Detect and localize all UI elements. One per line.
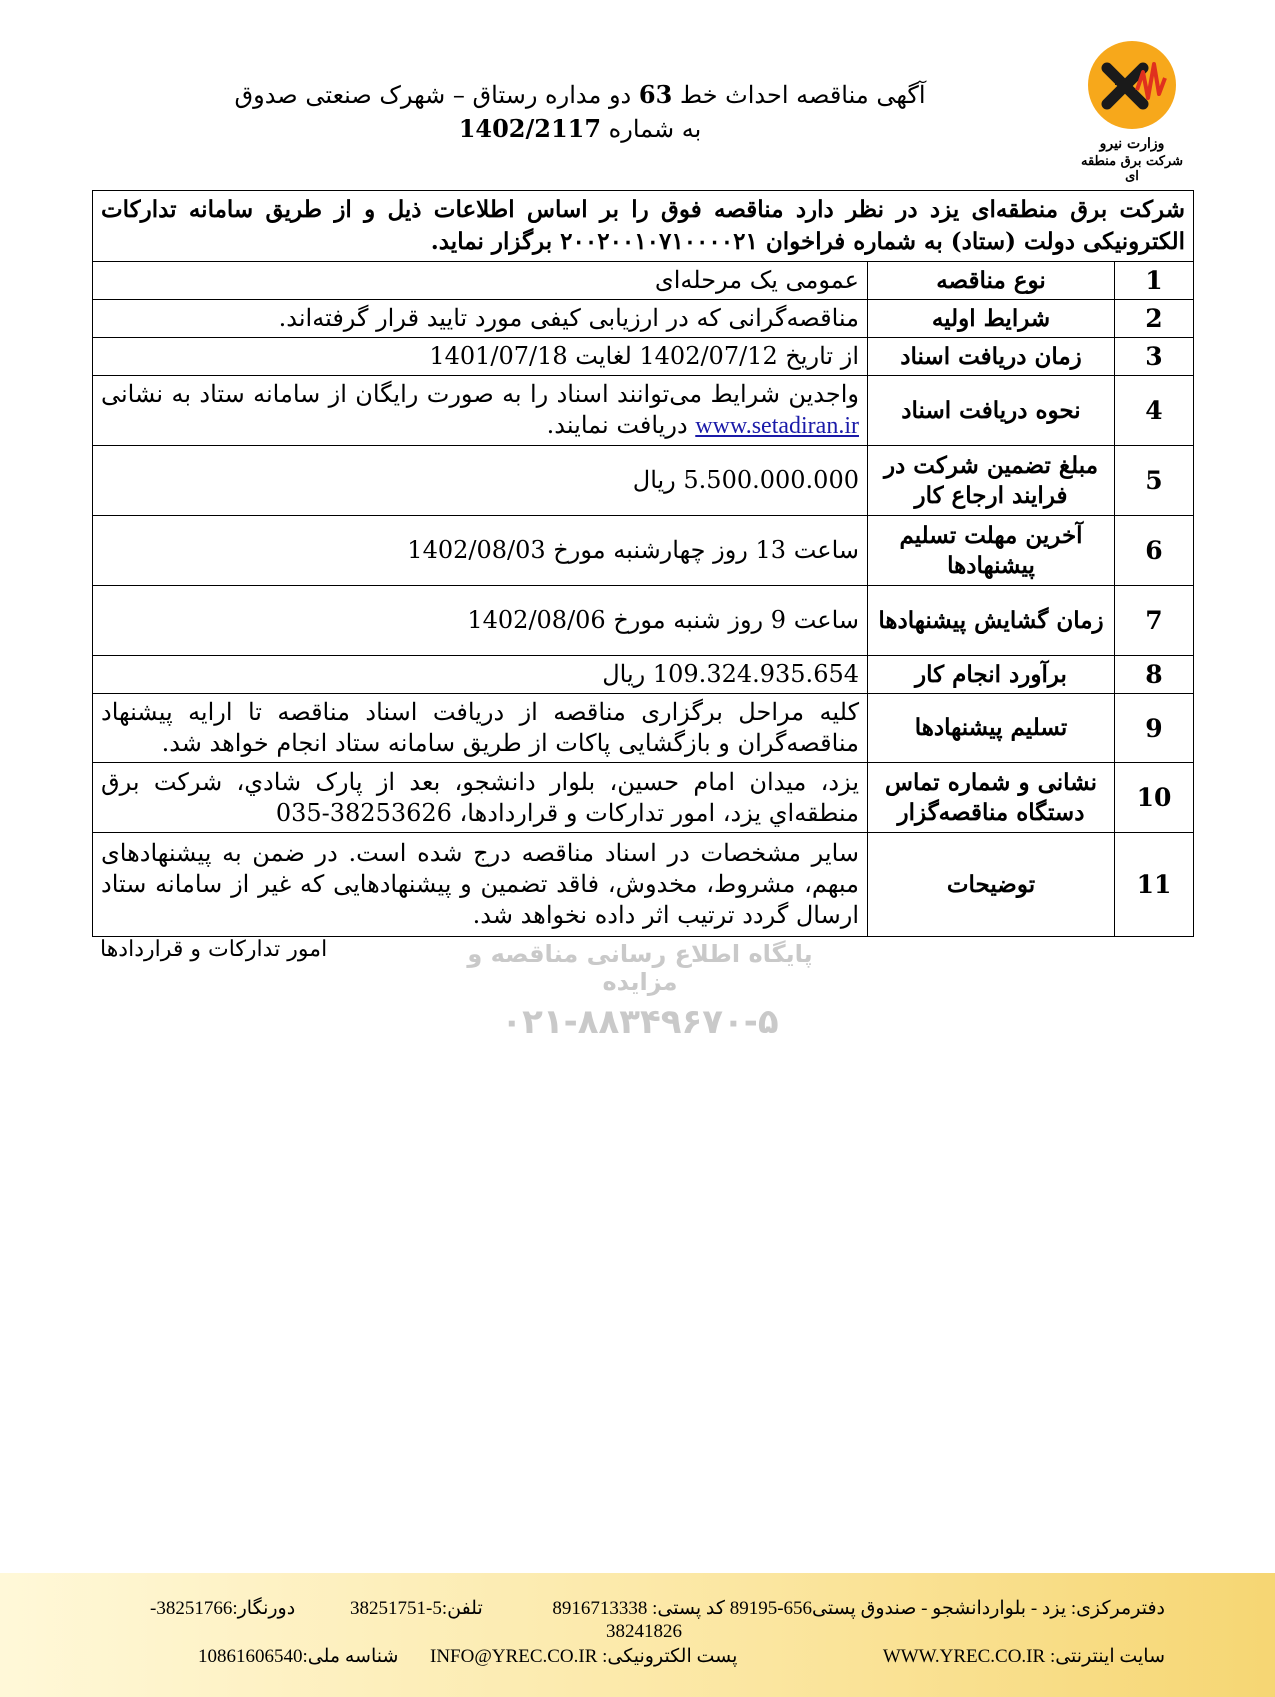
row-label: زمان گشایش پیشنهادها xyxy=(868,586,1115,656)
row-value-text: واجدین شرایط می‌توانند اسناد را به صورت رایگان از سامانه ستاد به نشانی xyxy=(101,380,859,408)
row-value: مناقصه‌گرانی که در ارزیابی کیفی مورد تایید قرار گرفته‌اند. xyxy=(93,300,868,338)
watermark-text: پایگاه اطلاع رسانی مناقصه و مزایده xyxy=(467,940,813,996)
logo-ministry-text: وزارت نیرو xyxy=(1099,136,1165,152)
row-value: ساعت 13 روز چهارشنبه مورخ 1402/08/03 xyxy=(93,516,868,586)
logo-company-text: شرکت برق منطقه ای xyxy=(1080,154,1184,184)
row-number: 1 xyxy=(1115,262,1194,300)
footer-address: دفترمرکزی: یزد - بلواردانشجو - صندوق پستی656-89195 کد پستی: 8916713338 xyxy=(552,1598,1165,1619)
setadiran-link[interactable]: www.setadiran.ir xyxy=(695,413,859,439)
row-label: شرایط اولیه xyxy=(868,300,1115,338)
row-number: 7 xyxy=(1115,586,1194,656)
footer xyxy=(0,1573,1275,1697)
table-row xyxy=(93,338,1194,376)
watermark xyxy=(430,940,850,1042)
row-value: عمومی یک مرحله‌ای xyxy=(93,262,868,300)
signature: امور تدارکات و قراردادها xyxy=(100,937,328,962)
row-value: یزد، میدان امام حسین، بلوار دانشجو، بعد از پارک شادي، شرکت برق منطقه‌اي یزد، امور تدارکات و قراردادها، 38253626-035 xyxy=(93,763,868,833)
row-number: 5 xyxy=(1115,446,1194,516)
page-title xyxy=(200,78,960,146)
table-row xyxy=(93,586,1194,656)
table-row xyxy=(93,656,1194,694)
intro-row xyxy=(93,191,1194,262)
table-row xyxy=(93,446,1194,516)
tender-table xyxy=(92,190,1194,937)
row-label: آخرین مهلت تسلیم پیشنهادها xyxy=(868,516,1115,586)
row-value: سایر مشخصات در اسناد مناقصه درج شده است. در ضمن به پیشنهادهای مبهم، مشروط، مخدوش، فاقد تضمین و پیشنهادهایی که غیر از سامانه ستاد ارسال گردد ترتیب اثر داده نخواهد شد. xyxy=(93,833,868,937)
row-number: 6 xyxy=(1115,516,1194,586)
title-line xyxy=(200,78,960,112)
row-number: 4 xyxy=(1115,376,1194,446)
row-value: ساعت 9 روز شنبه مورخ 1402/08/06 xyxy=(93,586,868,656)
row-value xyxy=(93,376,868,446)
row-label: نوع مناقصه xyxy=(868,262,1115,300)
table-row xyxy=(93,763,1194,833)
footer-website[interactable]: سایت اینترنتی: WWW.YREC.CO.IR xyxy=(882,1646,1165,1667)
table-row xyxy=(93,516,1194,586)
intro-text: شرکت برق منطقه‌ای یزد در نظر دارد مناقصه فوق را بر اساس اطلاعات ذیل و از طریق سامانه تدارکات الکترونیکی دولت (ستاد) به شماره فراخوان ۲۰۰۲۰۰۱۰۷۱۰۰۰۰۲۱ برگزار نماید. xyxy=(93,191,1194,262)
table-row xyxy=(93,833,1194,937)
tavanir-logo-icon xyxy=(1085,38,1179,132)
notice-number: 1402/2117 xyxy=(458,114,602,143)
row-number: 9 xyxy=(1115,694,1194,763)
footer-phone: تلفن:5-38251751 xyxy=(350,1598,483,1619)
row-number: 2 xyxy=(1115,300,1194,338)
footer-fax-cont: 38241826 xyxy=(606,1621,682,1642)
notice-number-line xyxy=(200,112,960,146)
row-value: کلیه مراحل برگزاری مناقصه از دریافت اسناد مناقصه تا ارایه پیشنهاد مناقصه‌گران و بازگشایی پاکات از طریق سامانه ستاد انجام خواهد شد. xyxy=(93,694,868,763)
table-row xyxy=(93,300,1194,338)
table-row xyxy=(93,694,1194,763)
footer-email[interactable]: پست الکترونیکی: INFO@YREC.CO.IR xyxy=(430,1646,738,1667)
title-text-post: دو مداره رستاق – شهرک صنعتی صدوق xyxy=(234,81,639,109)
footer-fax: دورنگار:38251766- xyxy=(150,1598,296,1619)
table-row xyxy=(93,262,1194,300)
row-label: تسلیم پیشنهادها xyxy=(868,694,1115,763)
row-label: نشانی و شماره تماس دستگاه مناقصه‌گزار xyxy=(868,763,1115,833)
row-label: توضیحات xyxy=(868,833,1115,937)
row-value: 109.324.935.654 ریال xyxy=(93,656,868,694)
footer-national-id: شناسه ملی:10861606540 xyxy=(198,1646,399,1667)
title-text-pre: آگهی مناقصه احداث خط xyxy=(672,81,926,109)
row-number: 8 xyxy=(1115,656,1194,694)
row-number: 3 xyxy=(1115,338,1194,376)
row-value: 5.500.000.000 ریال xyxy=(93,446,868,516)
row-label: مبلغ تضمین شرکت در فرایند ارجاع کار xyxy=(868,446,1115,516)
row-value: از تاریخ 1402/07/12 لغایت 1401/07/18 xyxy=(93,338,868,376)
row-label: نحوه دریافت اسناد xyxy=(868,376,1115,446)
watermark-phone: ۰۲۱-۸۸۳۴۹۶۷۰-۵ xyxy=(501,1002,779,1042)
row-number: 11 xyxy=(1115,833,1194,937)
row-value-text: دریافت نمایند. xyxy=(546,411,696,439)
row-number: 10 xyxy=(1115,763,1194,833)
row-label: زمان دریافت اسناد xyxy=(868,338,1115,376)
notice-number-prefix: به شماره xyxy=(601,115,702,143)
row-label: برآورد انجام کار xyxy=(868,656,1115,694)
company-logo xyxy=(1077,38,1187,184)
table-row xyxy=(93,376,1194,446)
title-line-number: 63 xyxy=(638,80,673,109)
